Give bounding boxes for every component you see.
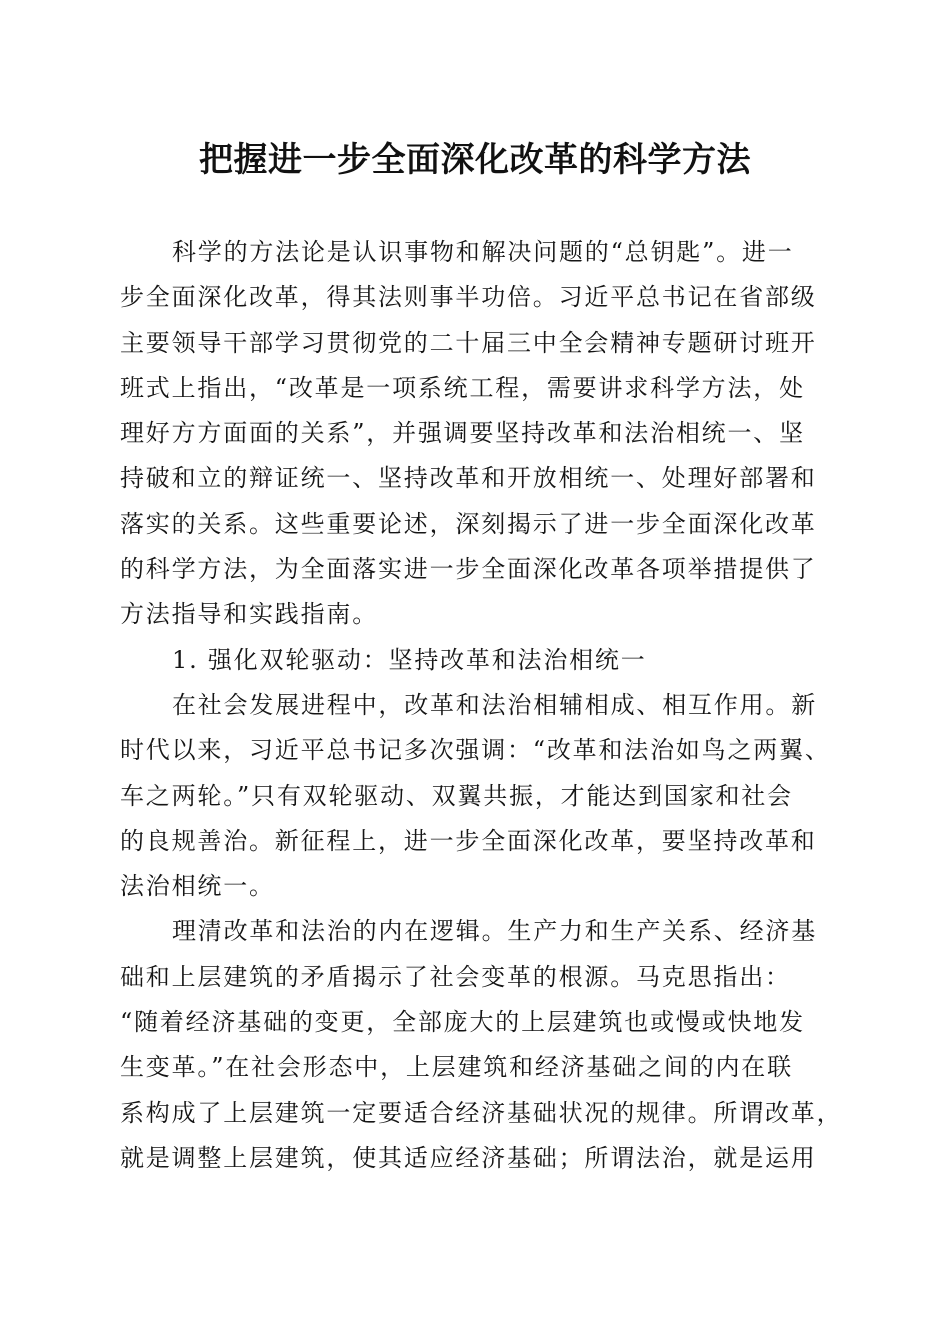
text-line: 班式上指出，“改革是一项系统工程，需要讲求科学方法，处	[120, 373, 805, 402]
text-line: 生变革。”在社会形态中，上层建筑和经济基础之间的内在联	[120, 1053, 793, 1082]
document-title: 把握进一步全面深化改革的科学方法	[199, 140, 751, 180]
text-line: 车之两轮。”只有双轮驱动、双翼共振，才能达到国家和社会	[120, 781, 793, 810]
text-line: 时代以来，习近平总书记多次强调：“改革和法治如鸟之两翼、	[120, 736, 831, 765]
text-line: 主要领导干部学习贯彻党的二十届三中全会精神专题研讨班开	[120, 328, 817, 357]
text-line: 就是调整上层建筑，使其适应经济基础；所谓法治，就是运用	[120, 1143, 817, 1172]
text-line: “随着经济基础的变更，全部庞大的上层建筑也或慢或快地发	[120, 1008, 805, 1037]
text-line: 落实的关系。这些重要论述，深刻揭示了进一步全面深化改革	[120, 509, 817, 538]
text-line: 方法指导和实践指南。	[120, 600, 378, 629]
text-line: 法治相统一。	[120, 872, 275, 901]
section-heading: 1. 强化双轮驱动：坚持改革和法治相统一	[172, 645, 647, 674]
text-line: 理清改革和法治的内在逻辑。生产力和生产关系、经济基	[172, 917, 817, 946]
document-body	[120, 230, 843, 1181]
text-line: 科学的方法论是认识事物和解决问题的“总钥匙”。进一	[172, 238, 794, 266]
text-line: 步全面深化改革，得其法则事半功倍。习近平总书记在省部级	[120, 283, 817, 312]
text-line: 持破和立的辩证统一、坚持改革和开放相统一、处理好部署和	[120, 464, 817, 493]
text-line: 理好方方面面的关系”，并强调要坚持改革和法治相统一、坚	[120, 419, 805, 448]
text-line: 的科学方法，为全面落实进一步全面深化改革各项举措提供了	[120, 555, 817, 584]
text-line: 系构成了上层建筑一定要适合经济基础状况的规律。所谓改革，	[120, 1098, 843, 1127]
text-line: 础和上层建筑的矛盾揭示了社会变革的根源。马克思指出：	[120, 962, 791, 991]
text-line: 的良规善治。新征程上，进一步全面深化改革，要坚持改革和	[120, 826, 817, 855]
text-line: 在社会发展进程中，改革和法治相辅相成、相互作用。新	[172, 690, 817, 719]
